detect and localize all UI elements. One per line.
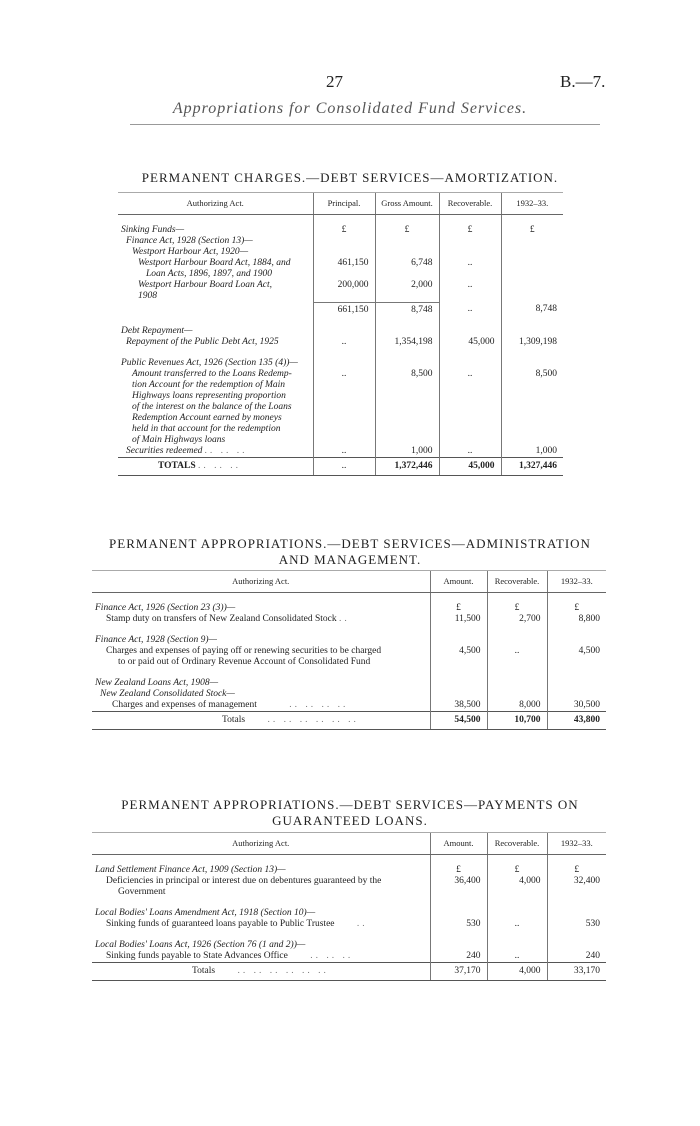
row-label: Repayment of the Public Debt Act, 1925 — [126, 336, 279, 347]
cell-recoverable: .. — [487, 951, 547, 963]
cell-gross: 2,000 — [375, 280, 439, 291]
row-label: Loan Acts, 1896, 1897, and 1900 — [146, 269, 272, 279]
row-label: Public Revenues Act, 1926 (Section 135 (4))— — [121, 357, 298, 368]
cell-gross: 8,500 — [375, 369, 439, 380]
row-label: Sinking Funds— — [121, 225, 185, 235]
row-subheading: New Zealand Consolidated Stock— — [100, 689, 235, 699]
row-label: Westport Harbour Act, 1920— — [132, 247, 249, 257]
total-amount: 54,500 — [430, 712, 487, 730]
cell-recoverable: .. — [439, 369, 501, 380]
page-number: 27 — [326, 72, 343, 91]
col-principal: Principal. — [313, 193, 375, 215]
row-description: Sinking funds payable to State Advances Office — [106, 951, 288, 961]
leader-dots: .. .. .. .. — [289, 700, 349, 710]
amortization-title: PERMANENT CHARGES.—DEBT SERVICES—AMORTIZATION. — [141, 170, 559, 185]
cell-amount: 11,500 — [430, 614, 487, 625]
cell-principal: 461,150 — [313, 258, 375, 269]
subtotal-year: 8,748 — [501, 302, 563, 316]
row-label: Securities redeemed — [126, 445, 203, 456]
cell-principal: .. — [313, 369, 375, 380]
cell-gross: 1,000 — [375, 446, 439, 458]
cell-amount: 36,400 — [430, 876, 487, 887]
row-description: Charges and expenses of management — [112, 700, 257, 710]
row-label: Finance Act, 1928 (Section 13)— — [126, 236, 253, 246]
administration-title — [0, 536, 700, 568]
total-gross: 1,372,446 — [375, 457, 439, 475]
guaranteed-table — [92, 832, 606, 981]
subtotal-recoverable: .. — [439, 302, 501, 316]
col-gross-amount: Gross Amount. — [375, 193, 439, 215]
cell-year: 530 — [547, 919, 606, 930]
row-label: of the interest on the balance of the Loans — [132, 401, 292, 412]
cell-recoverable: 4,000 — [487, 876, 547, 887]
currency-symbol: £ — [487, 603, 547, 614]
totals-label: TOTALS — [158, 460, 196, 471]
row-act: Finance Act, 1928 (Section 9)— — [95, 635, 217, 645]
currency-symbol: £ — [547, 865, 606, 876]
title-line: PERMANENT APPROPRIATIONS.—DEBT SERVICES—PAYMENTS ON — [121, 797, 579, 812]
row-description: Sinking funds of guaranteed loans payable to Public Trustee — [106, 919, 335, 929]
cell-year: 240 — [547, 951, 606, 963]
cell-year: 30,500 — [547, 700, 606, 712]
amortization-table — [118, 192, 563, 476]
cell-principal: .. — [313, 446, 375, 458]
total-recoverable: 4,000 — [487, 963, 547, 981]
leader-dots: .. — [338, 614, 350, 624]
row-act: Finance Act, 1926 (Section 23 (3))— — [95, 603, 236, 613]
row-label: Westport Harbour Board Act, 1884, and — [138, 258, 291, 268]
leader-dots: .. .. .. — [310, 951, 354, 961]
row-label: Westport Harbour Board Loan Act, — [138, 280, 272, 290]
subtitle-rule — [130, 124, 600, 125]
total-year: 33,170 — [547, 963, 606, 981]
cell-year: 4,500 — [547, 646, 606, 657]
cell-amount: 530 — [430, 919, 487, 930]
row-act: Land Settlement Finance Act, 1909 (Section 13)— — [95, 865, 286, 875]
col-year: 1932–33. — [547, 571, 606, 593]
cell-recoverable: .. — [487, 919, 547, 930]
row-description: Charges and expenses of paying off or renewing securities to be charged — [106, 646, 382, 656]
leader-dots: .. .. .. — [204, 445, 248, 456]
subtotal-principal: 661,150 — [313, 302, 375, 316]
row-label: held in that account for the redemption — [132, 423, 281, 434]
currency-symbol: £ — [547, 603, 606, 614]
cell-recoverable: .. — [439, 446, 501, 458]
col-year: 1932–33. — [501, 193, 563, 215]
cell-recoverable: .. — [487, 646, 547, 657]
total-year: 43,800 — [547, 712, 606, 730]
title-line: AND MANAGEMENT. — [278, 552, 422, 567]
col-authorizing-act: Authorizing Act. — [92, 571, 430, 593]
currency-symbol: £ — [439, 225, 501, 236]
row-label: of Main Highways loans — [132, 434, 226, 445]
row-act: New Zealand Loans Act, 1908— — [95, 678, 219, 688]
col-year: 1932–33. — [547, 833, 606, 855]
cell-amount: 240 — [430, 951, 487, 963]
col-amount: Amount. — [430, 833, 487, 855]
cell-principal: .. — [313, 337, 375, 348]
currency-symbol: £ — [313, 225, 375, 236]
totals-label: Totals — [222, 715, 246, 725]
leader-dots: .. .. .. .. .. .. — [237, 966, 329, 976]
row-description: to or paid out of Ordinary Revenue Account of Consolidated Fund — [118, 657, 371, 667]
col-authorizing-act: Authorizing Act. — [92, 833, 430, 855]
cell-recoverable: .. — [439, 280, 501, 291]
total-amount: 37,170 — [430, 963, 487, 981]
row-label: 1908 — [138, 291, 157, 301]
row-label: tion Account for the redemption of Main — [132, 379, 286, 390]
leader-dots: .. .. .. .. .. .. — [267, 715, 359, 725]
col-recoverable: Recoverable. — [439, 193, 501, 215]
col-recoverable: Recoverable. — [487, 571, 547, 593]
cell-year: 1,000 — [501, 446, 563, 458]
guaranteed-title — [0, 797, 700, 829]
currency-symbol: £ — [430, 603, 487, 614]
cell-gross: 1,354,198 — [375, 337, 439, 348]
col-recoverable: Recoverable. — [487, 833, 547, 855]
cell-year: 8,500 — [501, 369, 563, 380]
cell-recoverable: 45,000 — [439, 337, 501, 348]
row-description: Deficiencies in principal or interest due on debentures guaranteed by the — [106, 876, 382, 886]
col-authorizing-act: Authorizing Act. — [118, 193, 313, 215]
row-label: Debt Repayment— — [121, 325, 193, 336]
report-reference: B.—7. — [560, 72, 606, 91]
leader-dots: .. .. .. — [198, 460, 242, 471]
cell-amount: 4,500 — [430, 646, 487, 657]
administration-table — [92, 570, 606, 730]
currency-symbol: £ — [375, 225, 439, 236]
totals-label: Totals — [192, 966, 216, 976]
cell-gross: 6,748 — [375, 258, 439, 269]
total-recoverable: 10,700 — [487, 712, 547, 730]
cell-principal: 200,000 — [313, 280, 375, 291]
cell-year: 1,309,198 — [501, 337, 563, 348]
leader-dots: .. — [356, 919, 368, 929]
title-line: GUARANTEED LOANS. — [272, 813, 428, 828]
cell-amount: 38,500 — [430, 700, 487, 712]
row-description: Stamp duty on transfers of New Zealand Consolidated Stock — [106, 614, 337, 624]
row-act: Local Bodies' Loans Act, 1926 (Section 76 (1 and 2))— — [95, 940, 306, 950]
cell-recoverable: 2,700 — [487, 614, 547, 625]
total-principal: .. — [313, 457, 375, 475]
row-label: Redemption Account earned by moneys — [132, 412, 282, 423]
row-act: Local Bodies' Loans Amendment Act, 1918 (Section 10)— — [95, 908, 316, 918]
currency-symbol: £ — [501, 225, 563, 236]
cell-recoverable: .. — [439, 258, 501, 269]
subtotal-gross: 8,748 — [375, 302, 439, 316]
col-amount: Amount. — [430, 571, 487, 593]
cell-recoverable: 8,000 — [487, 700, 547, 712]
row-label: Highways loans representing proportion — [132, 390, 286, 401]
row-description: Government — [118, 887, 166, 897]
currency-symbol: £ — [487, 865, 547, 876]
cell-year: 32,400 — [547, 876, 606, 887]
total-recoverable: 45,000 — [439, 457, 501, 475]
row-label: Amount transferred to the Loans Redemp- — [132, 368, 292, 379]
currency-symbol: £ — [430, 865, 487, 876]
page-subtitle: Appropriations for Consolidated Fund Services. — [172, 100, 528, 117]
title-line: PERMANENT APPROPRIATIONS.—DEBT SERVICES—ADMINISTRATION — [109, 536, 591, 551]
total-year: 1,327,446 — [501, 457, 563, 475]
cell-year: 8,800 — [547, 614, 606, 625]
